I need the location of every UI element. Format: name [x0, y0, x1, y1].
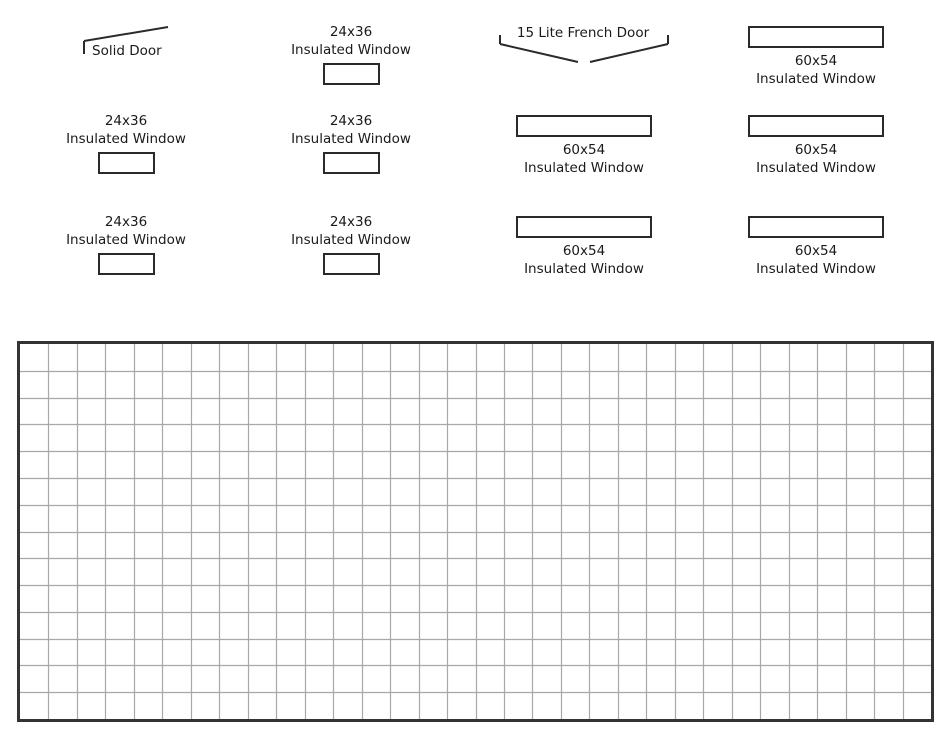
floor-plan-grid[interactable]: [17, 341, 934, 722]
window-symbol[interactable]: [323, 152, 380, 174]
window-symbol[interactable]: [323, 253, 380, 275]
grid-lines: [20, 344, 931, 719]
window-symbol[interactable]: [98, 253, 155, 275]
solid-door-leaf: [84, 27, 168, 41]
window-symbol[interactable]: [516, 216, 652, 238]
window-size-label: 24x36: [104, 113, 148, 129]
window-name-label: Insulated Window: [756, 71, 876, 87]
window-symbol[interactable]: [516, 115, 652, 137]
window-size-label: 24x36: [329, 113, 373, 129]
french-door-right-leaf: [590, 44, 668, 62]
window-size-label: 24x36: [329, 24, 373, 40]
window-size-label: 60x54: [562, 142, 606, 158]
window-name-label: Insulated Window: [291, 131, 411, 147]
french-door-label: 15 Lite French Door: [516, 25, 650, 41]
window-name-label: Insulated Window: [756, 261, 876, 277]
window-size-label: 60x54: [794, 243, 838, 259]
window-symbol[interactable]: [748, 115, 884, 137]
window-symbol[interactable]: [748, 216, 884, 238]
window-size-label: 60x54: [794, 53, 838, 69]
window-size-label: 60x54: [562, 243, 606, 259]
window-name-label: Insulated Window: [66, 232, 186, 248]
window-name-label: Insulated Window: [524, 160, 644, 176]
window-size-label: 60x54: [794, 142, 838, 158]
window-symbol[interactable]: [98, 152, 155, 174]
window-name-label: Insulated Window: [291, 232, 411, 248]
window-size-label: 24x36: [329, 214, 373, 230]
french-door-left-leaf: [500, 44, 578, 62]
window-name-label: Insulated Window: [756, 160, 876, 176]
window-name-label: Insulated Window: [66, 131, 186, 147]
window-name-label: Insulated Window: [524, 261, 644, 277]
window-name-label: Insulated Window: [291, 42, 411, 58]
solid-door-label: Solid Door: [92, 43, 162, 59]
window-symbol[interactable]: [323, 63, 380, 85]
window-symbol[interactable]: [748, 26, 884, 48]
window-size-label: 24x36: [104, 214, 148, 230]
